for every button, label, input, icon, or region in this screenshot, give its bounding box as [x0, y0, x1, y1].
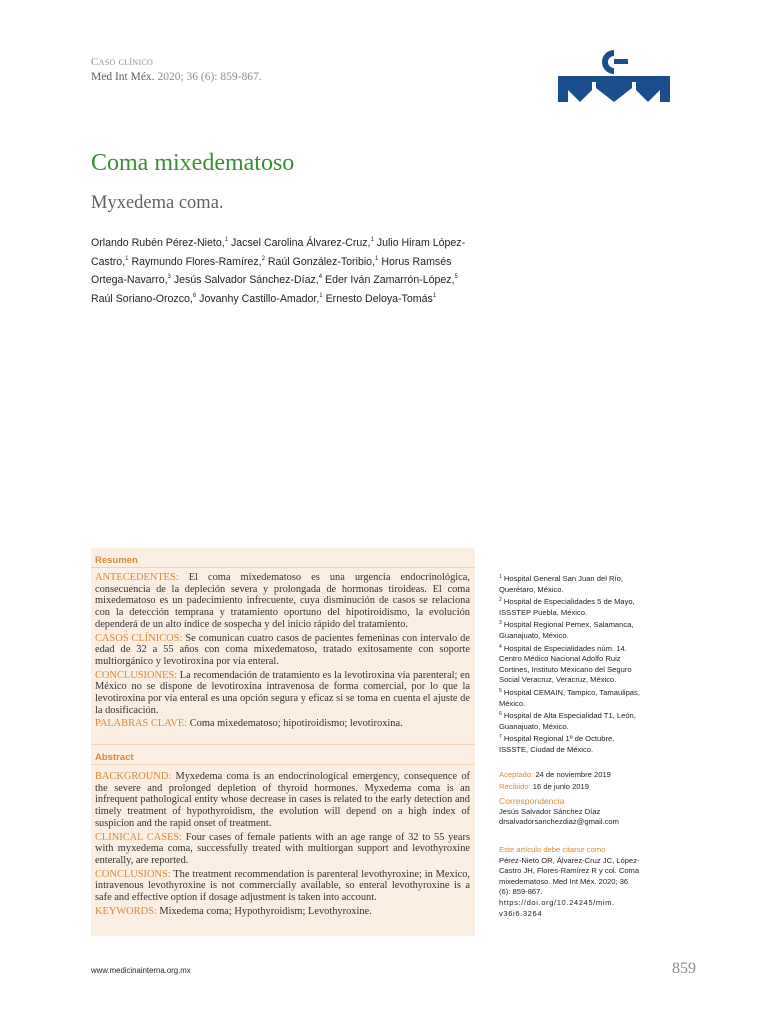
author-name: Jesús Salvador Sánchez-Díaz,: [173, 274, 319, 286]
author-affiliation-ref: 5: [454, 274, 458, 280]
abstract-divider: [91, 764, 475, 765]
resumen-antecedentes: [95, 572, 470, 631]
author-affiliation-ref: 4: [318, 274, 323, 280]
affiliation-item: [499, 732, 641, 755]
received-label: Recibido:: [499, 782, 531, 791]
label: KEYWORDS:: [95, 905, 157, 917]
accepted-label: Aceptado:: [499, 770, 534, 779]
affiliation-text: Hospital Regional Pemex, Salamanca, Guanajuato, México.: [499, 620, 634, 640]
text: Coma mixedematoso; hipotiroidismo; levotiroxina.: [187, 718, 403, 730]
author-name: Orlando Rubén Pérez-Nieto,: [91, 237, 225, 249]
cite-doi-link[interactable]: https://doi.org/10.24245/mim. v36i6.3264: [499, 897, 615, 918]
text: The treatment recommendation is parenteral levothyroxine; in Mexico, intravenous levothyroxine is not commercially available, so enteral levothyroxine is a safe and effective option if dosage adjustment is taken into account.: [95, 868, 470, 904]
affiliation-item: [499, 572, 641, 595]
label: ANTECEDENTES:: [95, 572, 179, 583]
label: CONCLUSIONES:: [95, 669, 177, 681]
affiliation-number: 4: [499, 643, 502, 650]
affiliation-number: 3: [499, 620, 502, 627]
section-label-text: Caso clínico: [91, 56, 154, 68]
abstract-body: [95, 771, 470, 917]
author-affiliation-ref: 1: [125, 255, 129, 262]
affiliation-text: Hospital de Especialidades 5 de Mayo, ISSSTEP Puebla, México.: [499, 597, 635, 617]
abstract-clinical-cases: [95, 832, 470, 867]
affiliation-text: Hospital de Especialidades núm. 14. Centro Médico Nacional Adolfo Ruiz Cortines, Instituto Mexicano del Seguro Social Veracruz, Veracruz, México.: [499, 643, 632, 685]
affiliation-item: [499, 709, 641, 732]
affiliation-text: Hospital General San Juan del Río, Querétaro, México.: [499, 574, 623, 594]
journal-citation: [91, 71, 262, 83]
author-list: [91, 233, 476, 307]
resumen-palabras-clave: [95, 718, 470, 730]
section-label: [91, 56, 153, 68]
author-name: Ernesto Deloya-Tomás: [325, 292, 433, 305]
text: Mixedema coma; Hypothyroidism; Levothyroxine.: [156, 905, 372, 917]
received-date: [499, 782, 641, 793]
author-name: Jovanhy Castillo-Amador,: [199, 292, 320, 305]
accepted-block: [499, 770, 641, 781]
citation-details: 2020; 36 (6): 859-867.: [157, 71, 262, 83]
author-name: Horus Ramsés Ortega-Navarro,: [91, 255, 452, 286]
correspondence-email[interactable]: drsalvadorsanchezdiaz@gmail.com: [499, 817, 619, 827]
text: El coma mixedematoso es una urgencia endocrinológica, consecuencia de la depleción severa y prolongada de hormonas tiroideas. El coma mixedematoso es un padecimiento infrecuente, cuya disminución de casos se relaciona con la detección temprana y tratamiento oportuno del hipotiroidismo, la evolución dependerá de un alto índice de sospecha y del inicio rápido del tratamiento.: [95, 572, 470, 630]
author-name: Raúl González-Toribio,: [267, 255, 376, 268]
author-affiliation-ref: 1: [370, 237, 374, 243]
author-name: Eder Iván Zamarrón-López,: [325, 274, 455, 286]
text: La recomendación de tratamiento es la levotiroxina vía parenteral; en México no se dispone de levotiroxina intravenosa de forma comercial, por lo que la levotiroxina por vía enteral es una opción segura y eficaz si se toma en cuenta el ajuste de la dosificación.: [95, 669, 470, 716]
author-name: Raymundo Flores-Ramírez,: [131, 255, 262, 268]
author-affiliation-ref: 6: [192, 292, 197, 299]
affiliations-list: [499, 572, 641, 756]
affiliation-number: 7: [499, 734, 502, 741]
resumen-conclusiones: [95, 670, 470, 717]
accepted-value: 24 de noviembre 2019: [535, 770, 611, 779]
affiliation-item: [499, 595, 641, 618]
author-name: Raúl Soriano-Orozco,: [91, 292, 193, 305]
abstract-heading: Abstract: [95, 752, 134, 763]
label: PALABRAS CLAVE:: [95, 718, 188, 730]
page-number: 859: [672, 960, 696, 977]
correspondence-name: Jesús Salvador Sánchez Díaz: [499, 806, 601, 816]
article-subtitle: Myxedema coma.: [91, 193, 224, 213]
author-name: Julio Hiram López-Castro,: [91, 237, 466, 268]
resumen-body: [95, 572, 470, 730]
affiliation-text: Hospital CEMAIN, Tampico, Tamaulipas, México.: [499, 687, 640, 708]
abstract-conclusions: [95, 869, 470, 904]
cite-text: Pérez-Nieto OR, Álvarez-Cruz JC, López-Castro JH, Flores-Ramírez R y col. Coma mixedematoso. Med Int Méx. 2020; 36 (6): 859-867.: [499, 855, 640, 897]
author-affiliation-ref: 1: [224, 237, 229, 243]
resumen-divider: [91, 567, 475, 568]
abstract-background: [95, 771, 470, 830]
author-affiliation-ref: 1: [319, 292, 323, 299]
affiliation-item: [499, 642, 641, 686]
correspondence-label: Correspondencia: [499, 796, 565, 806]
journal-name: Med Int Méx.: [91, 71, 155, 83]
footer-url[interactable]: www.medicinainterna.org.mx: [91, 966, 191, 975]
article-title: Coma mixedematoso: [91, 150, 295, 176]
affiliation-item: [499, 686, 641, 709]
text: Four cases of female patients with an age range of 32 to 55 years with myxedema coma, successfully treated with multiorgan support and levothyroxine enterally, are reported.: [95, 831, 471, 866]
affiliation-text: Hospital Regional 1º de Octubre, ISSSTE, Ciudad de México.: [499, 734, 615, 754]
abstract-keywords: [95, 906, 470, 918]
affiliation-number: 5: [499, 687, 502, 694]
author-affiliation-ref: 1: [432, 292, 437, 299]
journal-logo: [558, 42, 670, 102]
resumen-casos-clinicos: [95, 633, 470, 668]
author-affiliation-ref: 2: [261, 255, 265, 262]
label: CLINICAL CASES:: [95, 831, 183, 843]
author-name: Jacsel Carolina Álvarez-Cruz,: [230, 237, 371, 249]
resumen-heading: Resumen: [95, 555, 138, 566]
affiliation-number: 2: [499, 597, 502, 604]
label: CONCLUSIONS:: [95, 868, 171, 880]
label: BACKGROUND:: [95, 771, 172, 782]
cite-block: [499, 845, 641, 919]
affiliation-number: 1: [499, 574, 502, 580]
affiliation-text: Hospital de Alta Especialidad T1, León, Guanajuato, México.: [499, 711, 636, 731]
received-value: 16 de junio 2019: [532, 782, 589, 791]
correspondence-block: [499, 796, 641, 828]
label: CASOS CLÍNICOS:: [95, 632, 183, 644]
affiliation-item: [499, 618, 641, 641]
author-affiliation-ref: 1: [375, 255, 379, 262]
author-affiliation-ref: 3: [167, 274, 171, 280]
text: Se comunican cuatro casos de pacientes femeninas con intervalo de edad de 32 a 55 años con coma mixedematoso, tratado exitosamente con soporte multiorgánico y levotiroxina por vía enteral.: [95, 632, 470, 667]
cite-label: Este artículo debe citarse como: [499, 845, 606, 854]
text: Myxedema coma is an endocrinological emergency, consequence of the severe and prolonged depletion of thyroid hormones. Myxedema coma is an infrequent pathological entity whose decrease in cases is related to the early detection and timely treatment of hypothyroidism, the evolution will depend on a high index of suspicion and the rapid onset of treatment.: [95, 771, 470, 829]
affiliation-number: 6: [499, 711, 502, 718]
abstract-divider-top: [91, 744, 475, 745]
